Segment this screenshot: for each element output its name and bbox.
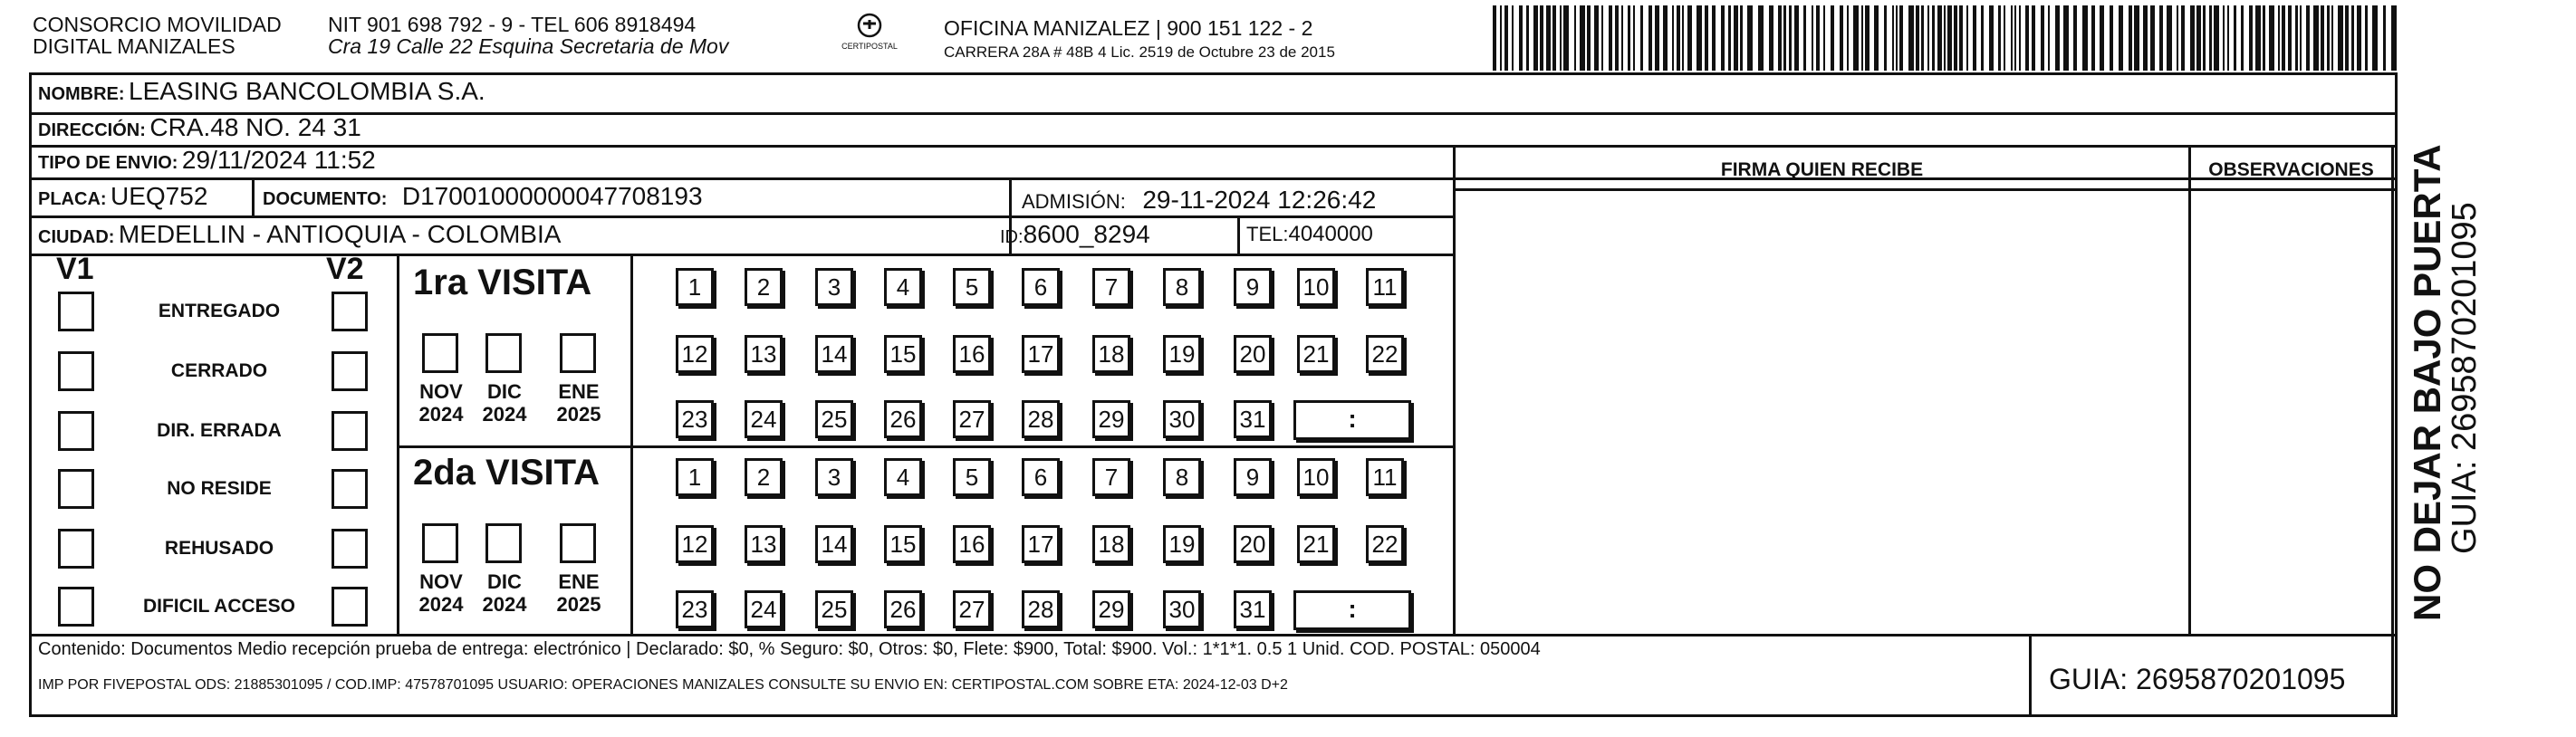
nombre-label: NOMBRE:: [38, 84, 125, 104]
barcode-bar: [2048, 5, 2050, 71]
barcode-bar: [1615, 5, 1619, 71]
company-name-line1: CONSORCIO MOVILIDAD: [33, 13, 282, 36]
day-box[interactable]: 26: [884, 400, 922, 438]
day-box[interactable]: 4: [884, 458, 922, 496]
day-box[interactable]: 14: [815, 525, 853, 563]
barcode-bar: [1648, 5, 1652, 71]
barcode-bar: [1563, 5, 1569, 71]
company-name-line2: DIGITAL MANIZALES: [33, 34, 235, 58]
barcode-bar: [1677, 5, 1680, 71]
day-box[interactable]: 3: [815, 268, 853, 306]
direccion-label: DIRECCIÓN:: [38, 120, 146, 140]
day-box[interactable]: 15: [884, 335, 922, 373]
admision-value: 29-11-2024 12:26:42: [1142, 186, 1377, 214]
barcode-bar: [1803, 5, 1806, 71]
day-box[interactable]: 20: [1234, 525, 1272, 563]
barcode-bar: [1587, 5, 1591, 71]
day-box[interactable]: 1: [676, 458, 714, 496]
day-box[interactable]: 9: [1234, 458, 1272, 496]
barcode-bar: [2263, 5, 2265, 71]
barcode-bar: [1892, 5, 1894, 71]
barcode-bar: [1861, 5, 1863, 71]
day-box[interactable]: 18: [1092, 525, 1130, 563]
month-year: 2024: [418, 593, 464, 616]
month-checkbox[interactable]: [560, 333, 596, 373]
day-box[interactable]: 18: [1092, 335, 1130, 373]
documento-label: DOCUMENTO:: [263, 189, 388, 209]
divider: [1453, 145, 1456, 634]
barcode-bar: [1973, 5, 1976, 71]
status-label: DIR. ERRADA: [157, 420, 282, 441]
day-box[interactable]: 1: [676, 268, 714, 306]
barcode-bar: [2357, 5, 2361, 71]
observaciones-header: OBSERVACIONES: [2208, 159, 2374, 180]
placa-field: [38, 181, 207, 216]
barcode-bar: [1540, 5, 1543, 71]
barcode-bar: [1865, 5, 1870, 71]
barcode-bar: [1989, 5, 1994, 71]
barcode-bar: [1966, 5, 1968, 71]
barcode-bar: [1533, 5, 1538, 71]
divider: [29, 634, 2398, 636]
day-box[interactable]: 23: [676, 400, 714, 438]
day-box[interactable]: 19: [1163, 335, 1201, 373]
firma-header: FIRMA QUIEN RECIBE: [1720, 159, 1924, 180]
barcode-bar: [1687, 5, 1692, 71]
logo-text: CERTIPOSTAL: [841, 42, 898, 51]
barcode-bar: [1789, 5, 1792, 71]
barcode-bar: [2025, 5, 2029, 71]
visit-2-title: 2da VISITA: [413, 453, 600, 493]
month-checkbox[interactable]: [485, 333, 522, 373]
month-year: 2024: [482, 593, 527, 616]
barcode-bar: [2091, 5, 2095, 71]
month-year: 2024: [482, 403, 527, 426]
month-checkbox[interactable]: [422, 333, 458, 373]
barcode-bar: [2032, 5, 2035, 71]
barcode-bar: [2249, 5, 2253, 71]
divider: [29, 145, 2398, 148]
divider: [630, 254, 633, 634]
barcode-bar: [2014, 5, 2016, 71]
barcode-bar: [1500, 5, 1502, 71]
barcode-bar: [2190, 5, 2195, 71]
day-box[interactable]: 7: [1092, 458, 1130, 496]
footer-print-line: IMP POR FIVEPOSTAL ODS: 21885301095 / COD.IMP: 47578701095 USUARIO: OPERACIONES MANIZALES CONSULTE SU ENVIO EN: CERTIPOSTAL.COM SOBRE ETA: 2024-12-03 D+2: [38, 677, 1288, 693]
barcode-bar: [2383, 5, 2386, 71]
day-box[interactable]: 15: [884, 525, 922, 563]
barcode-bar: [2019, 5, 2021, 71]
barcode-bar: [2288, 5, 2292, 71]
placa-label: PLACA:: [38, 189, 107, 209]
company-address: Cra 19 Calle 22 Esquina Secretaria de Mov: [328, 34, 729, 58]
barcode-bar: [1847, 5, 1849, 71]
day-box[interactable]: 8: [1163, 458, 1201, 496]
barcode-bar: [2082, 5, 2088, 71]
day-box[interactable]: 19: [1163, 525, 1201, 563]
month-name: DIC: [487, 570, 522, 593]
barcode-bar: [1526, 5, 1529, 71]
status-label: ENTREGADO: [158, 301, 281, 321]
barcode-bar: [2295, 5, 2298, 71]
day-box[interactable]: 7: [1092, 268, 1130, 306]
day-box[interactable]: 14: [815, 335, 853, 373]
certipostal-logo: [829, 11, 910, 54]
barcode-bar: [1655, 5, 1659, 71]
barcode-bar: [1580, 5, 1585, 71]
barcode-bar: [1908, 5, 1914, 71]
day-box[interactable]: 16: [953, 335, 991, 373]
v2-checkbox[interactable]: [332, 351, 368, 391]
ciudad-field: [38, 219, 561, 254]
tel-field: [1246, 219, 1373, 253]
nit-line: NIT 901 698 792 - 9 - TEL 606 8918494: [328, 13, 697, 36]
day-box[interactable]: 10: [1297, 458, 1335, 496]
day-box[interactable]: 5: [953, 458, 991, 496]
barcode-bar: [2300, 5, 2302, 71]
barcode-bar: [1840, 5, 1843, 71]
barcode-bar: [2011, 5, 2013, 71]
barcode-bar: [1812, 5, 1813, 71]
barcode-bar: [1823, 5, 1825, 71]
status-label: DIFICIL ACCESO: [142, 596, 295, 617]
day-box[interactable]: 30: [1163, 400, 1201, 438]
barcode-bar: [1601, 5, 1603, 71]
barcode-bar: [2110, 5, 2113, 71]
barcode-bar: [1747, 5, 1753, 71]
barcode-bar: [1927, 5, 1929, 71]
barcode-bar: [1712, 5, 1716, 71]
barcode-bar: [1728, 5, 1731, 71]
divider: [252, 177, 255, 215]
day-box[interactable]: 10: [1297, 268, 1335, 306]
day-box[interactable]: 24: [745, 400, 783, 438]
barcode-bar: [2331, 5, 2333, 71]
barcode-bar: [1640, 5, 1643, 71]
id-value: 8600_8294: [1023, 220, 1150, 248]
barcode-bar: [1884, 5, 1887, 71]
tipo-envio-label: TIPO DE ENVIO:: [38, 153, 178, 173]
barcode-bar: [1512, 5, 1514, 71]
barcode-bar: [2269, 5, 2274, 71]
barcode-bar: [1853, 5, 1859, 71]
barcode-bar: [2159, 5, 2163, 71]
divider: [397, 254, 399, 634]
barcode-bar: [1663, 5, 1668, 71]
day-box[interactable]: 4: [884, 268, 922, 306]
barcode-bar: [2391, 5, 2397, 71]
barcode-bar: [2100, 5, 2104, 71]
no-dejar-bajo-puerta: NO DEJAR BAJO PUERTA: [2406, 144, 2448, 621]
day-box[interactable]: 29: [1092, 590, 1130, 628]
barcode-bar: [1633, 5, 1635, 71]
month-label: [411, 570, 471, 616]
month-checkbox[interactable]: [422, 523, 458, 563]
barcode-bar: [1981, 5, 1984, 71]
day-box[interactable]: 5: [953, 268, 991, 306]
day-box[interactable]: 28: [1022, 400, 1060, 438]
barcode-bar: [2063, 5, 2069, 71]
divider: [2029, 634, 2032, 717]
day-box[interactable]: 31: [1234, 590, 1272, 628]
tel-label: TEL:: [1246, 223, 1289, 245]
tipo-envio-value: 29/11/2024 11:52: [181, 146, 376, 174]
barcode-bar: [2234, 5, 2236, 71]
barcode-bar: [1916, 5, 1919, 71]
month-name: NOV: [419, 570, 463, 593]
day-box[interactable]: 22: [1366, 335, 1404, 373]
footer-content-line: Contenido: Documentos Medio recepción prueba de entrega: electrónico | Declarado: $0, % Seguro: $0, Otros: $0, Flete: $900, Total: $900. Vol.: 1*1*1. 0.5 1 Unid. COD. POSTAL: 050004: [38, 639, 1541, 659]
day-box[interactable]: 6: [1022, 458, 1060, 496]
barcode-bar: [1874, 5, 1879, 71]
day-box[interactable]: 12: [676, 335, 714, 373]
month-label: [411, 380, 471, 426]
barcode-bar: [2073, 5, 2077, 71]
day-box[interactable]: 11: [1366, 268, 1404, 306]
day-box[interactable]: 11: [1366, 458, 1404, 496]
month-name: ENE: [558, 570, 600, 593]
barcode-bar: [2134, 5, 2139, 71]
status-label: CERRADO: [170, 360, 268, 381]
day-box[interactable]: 16: [953, 525, 991, 563]
day-box[interactable]: 3: [815, 458, 853, 496]
barcode-bar: [2203, 5, 2206, 71]
barcode-bar: [2321, 5, 2324, 71]
time-box[interactable]: :: [1293, 400, 1411, 440]
barcode-bar: [2372, 5, 2378, 71]
barcode-bar: [1609, 5, 1612, 71]
direccion-field: [38, 112, 361, 148]
barcode-bar: [1794, 5, 1799, 71]
divider: [397, 445, 1453, 448]
day-box[interactable]: 27: [953, 400, 991, 438]
barcode-bar: [1682, 5, 1684, 71]
barcode-bar: [1594, 5, 1599, 71]
id-field: [1000, 219, 1150, 254]
day-box[interactable]: 20: [1234, 335, 1272, 373]
barcode-bar: [2209, 5, 2212, 71]
barcode-bar: [2223, 5, 2225, 71]
day-box[interactable]: 23: [676, 590, 714, 628]
v2-checkbox[interactable]: [332, 587, 368, 627]
v1-checkbox[interactable]: [58, 529, 94, 569]
barcode-bar: [2214, 5, 2219, 71]
status-label: NO RESIDE: [167, 478, 272, 499]
barcode-bar: [2119, 5, 2123, 71]
barcode-bar: [2055, 5, 2060, 71]
v1-checkbox[interactable]: [58, 469, 94, 509]
month-name: DIC: [487, 380, 522, 403]
barcode-bar: [1740, 5, 1743, 71]
barcode-bar: [2196, 5, 2201, 71]
barcode-bar: [1734, 5, 1738, 71]
barcode-bar: [2365, 5, 2368, 71]
barcode-bar: [2227, 5, 2229, 71]
day-box[interactable]: 2: [745, 458, 783, 496]
barcode-bar: [1783, 5, 1786, 71]
barcode-bar: [2278, 5, 2280, 71]
documento-value: D17001000000047708193: [401, 182, 703, 210]
v1-checkbox[interactable]: [58, 587, 94, 627]
side-guia: GUIA: 2695870201095: [2446, 202, 2484, 554]
barcode-bar: [1621, 5, 1623, 71]
barcode-bar: [2306, 5, 2310, 71]
barcode-bar: [1816, 5, 1820, 71]
tel-value: 4040000: [1288, 222, 1373, 246]
barcode-bar: [2143, 5, 2148, 71]
day-box[interactable]: 30: [1163, 590, 1201, 628]
barcode-bar: [1697, 5, 1702, 71]
day-box[interactable]: 25: [815, 400, 853, 438]
barcode-bar: [1778, 5, 1782, 71]
day-box[interactable]: 28: [1022, 590, 1060, 628]
ciudad-label: CIUDAD:: [38, 227, 115, 247]
day-box[interactable]: 29: [1092, 400, 1130, 438]
divider: [1237, 215, 1240, 254]
barcode-bar: [2327, 5, 2330, 71]
month-year: 2024: [418, 403, 464, 426]
barcode-bar: [1552, 5, 1556, 71]
month-name: NOV: [419, 380, 463, 403]
barcode-bar: [1721, 5, 1725, 71]
barcode-bar: [1896, 5, 1898, 71]
month-checkbox[interactable]: [560, 523, 596, 563]
barcode-bar: [1932, 5, 1935, 71]
barcode-bar: [1672, 5, 1674, 71]
barcode-bar: [1831, 5, 1834, 71]
admision-label: ADMISIÓN:: [1022, 190, 1126, 213]
direccion-value: CRA.48 NO. 24 31: [149, 113, 361, 141]
barcode-bar: [1959, 5, 1963, 71]
month-year: 2025: [556, 593, 601, 616]
barcode-bar: [1574, 5, 1576, 71]
office-line: OFICINA MANIZALEZ | 900 151 122 - 2: [944, 16, 1313, 40]
barcode-bar: [2181, 5, 2185, 71]
month-label: [549, 570, 609, 616]
day-box[interactable]: 21: [1297, 525, 1335, 563]
day-box[interactable]: 17: [1022, 335, 1060, 373]
month-label: [475, 570, 534, 616]
month-label: [475, 380, 534, 426]
placa-value: UEQ752: [111, 182, 208, 210]
barcode-bar: [1947, 5, 1952, 71]
office-address: CARRERA 28A # 48B 4 Lic. 2519 de Octubre 23 de 2015: [944, 43, 1335, 61]
month-label: [549, 380, 609, 426]
divider: [29, 112, 2398, 115]
v1-header: V1: [56, 252, 94, 286]
id-label: ID:: [1000, 227, 1024, 247]
barcode-bar: [1769, 5, 1773, 71]
barcode-bar: [2345, 5, 2349, 71]
barcode-bar: [1944, 5, 1946, 71]
barcode-bar: [1758, 5, 1764, 71]
status-label: REHUSADO: [164, 538, 274, 559]
barcode-bar: [2313, 5, 2319, 71]
barcode-bar: [1493, 5, 1496, 71]
barcode-bar: [1705, 5, 1708, 71]
barcode-bar: [2241, 5, 2244, 71]
admision-field: [1022, 185, 1376, 220]
v1-checkbox[interactable]: [58, 351, 94, 391]
barcode-bar: [2338, 5, 2343, 71]
day-box[interactable]: 31: [1234, 400, 1272, 438]
barcode-bar: [1519, 5, 1523, 71]
barcode-bar: [2150, 5, 2155, 71]
day-box[interactable]: 17: [1022, 525, 1060, 563]
visit-1-title: 1ra VISITA: [413, 263, 592, 302]
month-name: ENE: [558, 380, 600, 403]
v1-checkbox[interactable]: [58, 292, 94, 331]
day-box[interactable]: 27: [953, 590, 991, 628]
day-box[interactable]: 21: [1297, 335, 1335, 373]
v2-checkbox[interactable]: [332, 292, 368, 331]
barcode: [1493, 5, 2408, 71]
barcode-bar: [1504, 5, 1508, 71]
day-box[interactable]: 13: [745, 335, 783, 373]
barcode-bar: [2129, 5, 2132, 71]
v2-checkbox[interactable]: [332, 529, 368, 569]
day-box[interactable]: 13: [745, 525, 783, 563]
footer-guia: GUIA: 2695870201095: [2049, 663, 2346, 695]
day-box[interactable]: 9: [1234, 268, 1272, 306]
day-box[interactable]: 2: [745, 268, 783, 306]
barcode-bar: [1998, 5, 2001, 71]
barcode-bar: [1628, 5, 1630, 71]
month-year: 2025: [556, 403, 601, 426]
barcode-bar: [2177, 5, 2178, 71]
v2-header: V2: [326, 252, 364, 286]
barcode-bar: [2255, 5, 2261, 71]
barcode-bar: [1560, 5, 1562, 71]
barcode-bar: [2282, 5, 2285, 71]
barcode-bar: [2351, 5, 2354, 71]
barcode-bar: [1546, 5, 1551, 71]
divider: [1453, 188, 2398, 191]
day-box[interactable]: 6: [1022, 268, 1060, 306]
barcode-bar: [2041, 5, 2044, 71]
documento-field: [263, 181, 703, 216]
v2-checkbox[interactable]: [332, 411, 368, 451]
tipo-envio-field: [38, 145, 376, 180]
barcode-bar: [1954, 5, 1957, 71]
barcode-bar: [1899, 5, 1903, 71]
month-checkbox[interactable]: [485, 523, 522, 563]
v1-checkbox[interactable]: [58, 411, 94, 451]
day-box[interactable]: 24: [745, 590, 783, 628]
day-box[interactable]: 8: [1163, 268, 1201, 306]
divider: [2188, 145, 2191, 634]
barcode-bar: [2004, 5, 2005, 71]
day-box[interactable]: 22: [1366, 525, 1404, 563]
barcode-bar: [2167, 5, 2172, 71]
nombre-field: [38, 76, 485, 111]
barcode-bar: [1921, 5, 1924, 71]
day-box[interactable]: 25: [815, 590, 853, 628]
v2-checkbox[interactable]: [332, 469, 368, 509]
barcode-bar: [1937, 5, 1942, 71]
time-box[interactable]: :: [1293, 590, 1411, 630]
ciudad-value: MEDELLIN - ANTIOQUIA - COLOMBIA: [118, 220, 562, 248]
day-box[interactable]: 26: [884, 590, 922, 628]
nombre-value: LEASING BANCOLOMBIA S.A.: [129, 77, 485, 105]
divider: [2391, 145, 2394, 717]
day-box[interactable]: 12: [676, 525, 714, 563]
